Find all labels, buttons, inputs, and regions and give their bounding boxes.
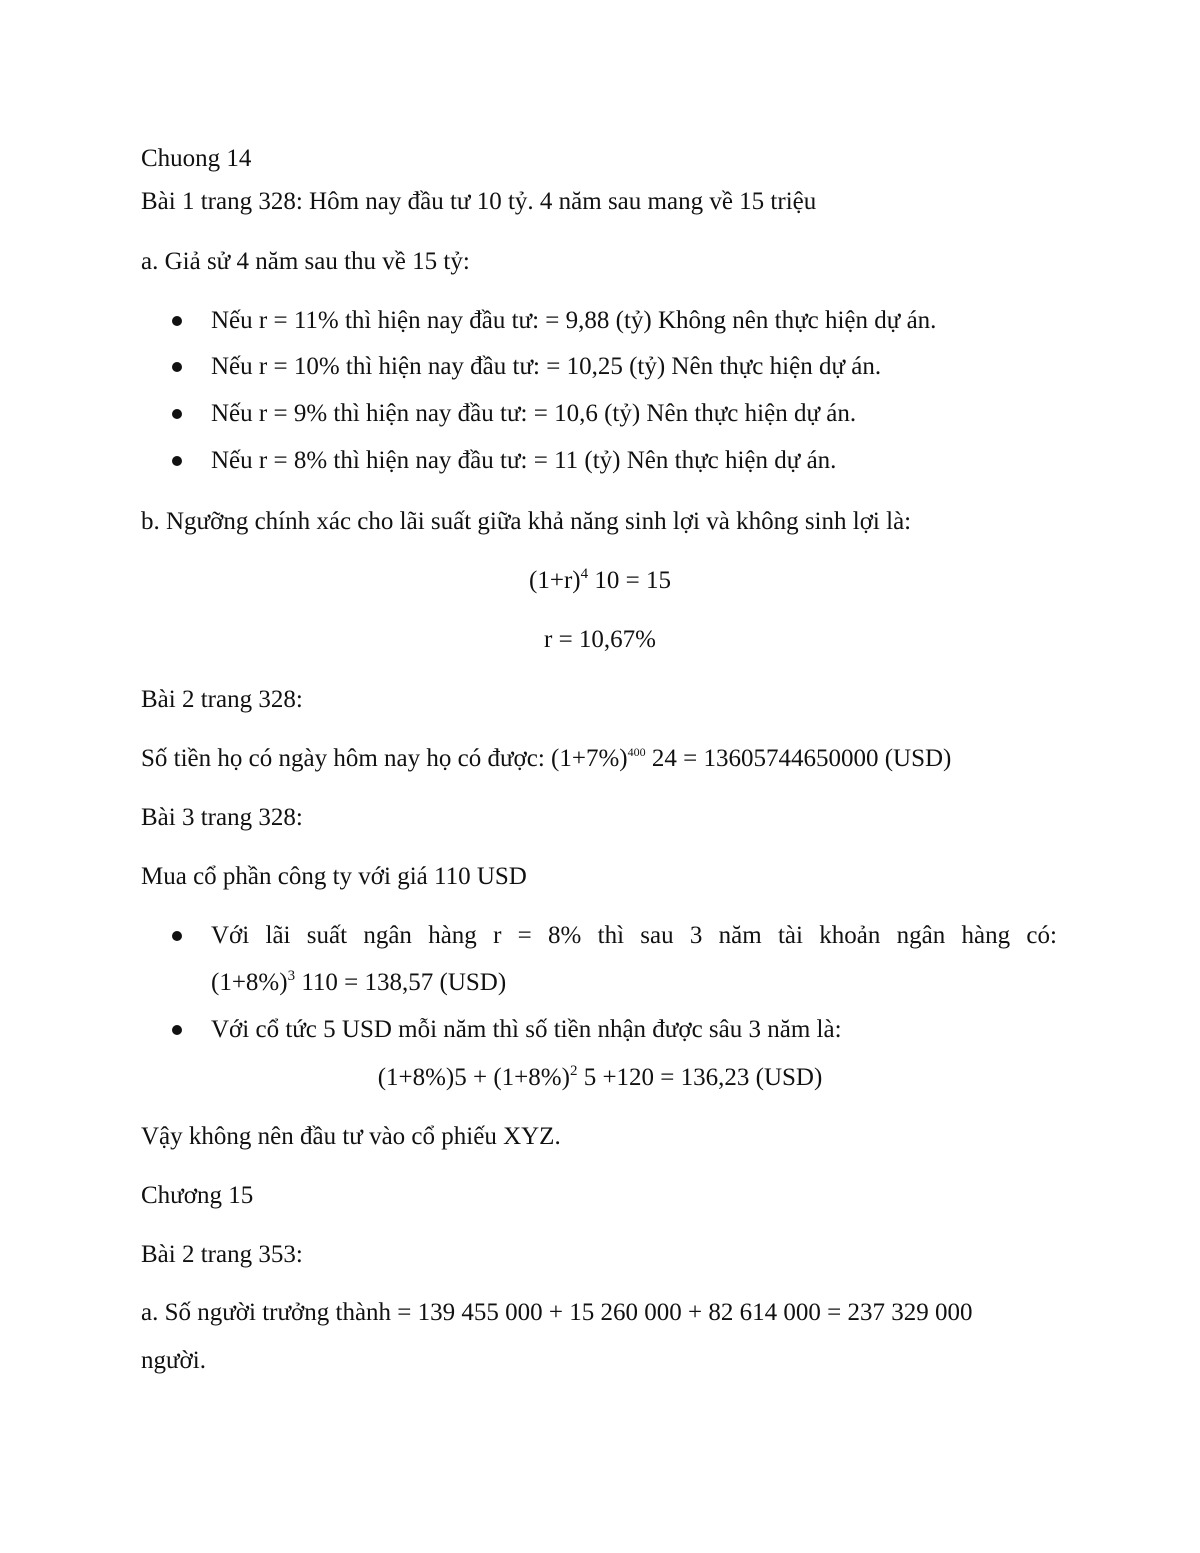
bullet-r-10: Nếu r = 10% thì hiện nay đầu tư: = 10,25 (tỷ) Nên thực hiện dự án. xyxy=(211,353,882,380)
threshold-equation: $(1+r)^4$ 10 = 15 xyxy=(529,566,671,594)
bullet-r-9: Nếu r = 9% thì hiện nay đầu tư: = 10,6 (tỷ) Nên thực hiện dự án. xyxy=(211,400,857,427)
bai-3-bullet-2: Với cổ tức 5 USD mỗi năm thì số tiền nhận được sâu 3 năm là: xyxy=(211,1016,842,1043)
chapter-14-title: Chuong 14 xyxy=(141,145,252,172)
bai-2-calculation: Số tiền họ có ngày hôm nay họ có được: $(1+7\%)^{400}$ 24 = 13605744650000 (USD) xyxy=(141,745,952,772)
bai-3-intro: Mua cổ phần công ty với giá 110 USD xyxy=(141,863,527,890)
part-a-heading: a. Giả sử 4 năm sau thu về 15 tỷ: xyxy=(141,248,470,275)
dividend-equation: $(1+8\%)5 + (1+8\%)^2$ 5 +120 = 136,23 (USD) xyxy=(377,1063,823,1091)
bullet-icon xyxy=(172,316,182,326)
bullet-r-11: Nếu r = 11% thì hiện nay đầu tư: = 9,88 (tỷ) Không nên thực hiện dự án. xyxy=(211,307,937,334)
conclusion: Vậy không nên đầu tư vào cổ phiếu XYZ. xyxy=(141,1123,561,1150)
bai-3-bullet-1-line-2: $(1+8\%)^3$ 110 = 138,57 (USD) xyxy=(211,968,507,996)
chapter-15-title: Chương 15 xyxy=(141,1182,254,1209)
bullet-icon xyxy=(172,931,182,941)
bullet-icon xyxy=(172,456,182,466)
part-b-heading: b. Ngưỡng chính xác cho lãi suất giữa khả năng sinh lợi và không sinh lợi là: xyxy=(141,508,912,535)
bai-1-header: Bài 1 trang 328: Hôm nay đầu tư 10 tỷ. 4 năm sau mang về 15 triệu xyxy=(141,188,817,215)
bullet-icon xyxy=(172,409,182,419)
bai-2-header: Bài 2 trang 328: xyxy=(141,686,303,713)
bullet-r-8: Nếu r = 8% thì hiện nay đầu tư: = 11 (tỷ) Nên thực hiện dự án. xyxy=(211,447,837,474)
bai-3-bullet-1-line-1: Với lãi suất ngân hàng r = 8% thì sau 3 năm tài khoản ngân hàng có: xyxy=(211,922,1057,949)
threshold-result: r = 10,67% xyxy=(544,626,656,653)
bullet-icon xyxy=(172,1025,182,1035)
bullet-icon xyxy=(172,362,182,372)
ch15-part-a-line-2: người. xyxy=(141,1347,206,1374)
ch15-part-a-line-1: a. Số người trưởng thành = 139 455 000 + 15 260 000 + 82 614 000 = 237 329 000 xyxy=(141,1299,973,1326)
bai-3-header: Bài 3 trang 328: xyxy=(141,804,303,831)
ch15-bai-2-header: Bài 2 trang 353: xyxy=(141,1241,303,1268)
